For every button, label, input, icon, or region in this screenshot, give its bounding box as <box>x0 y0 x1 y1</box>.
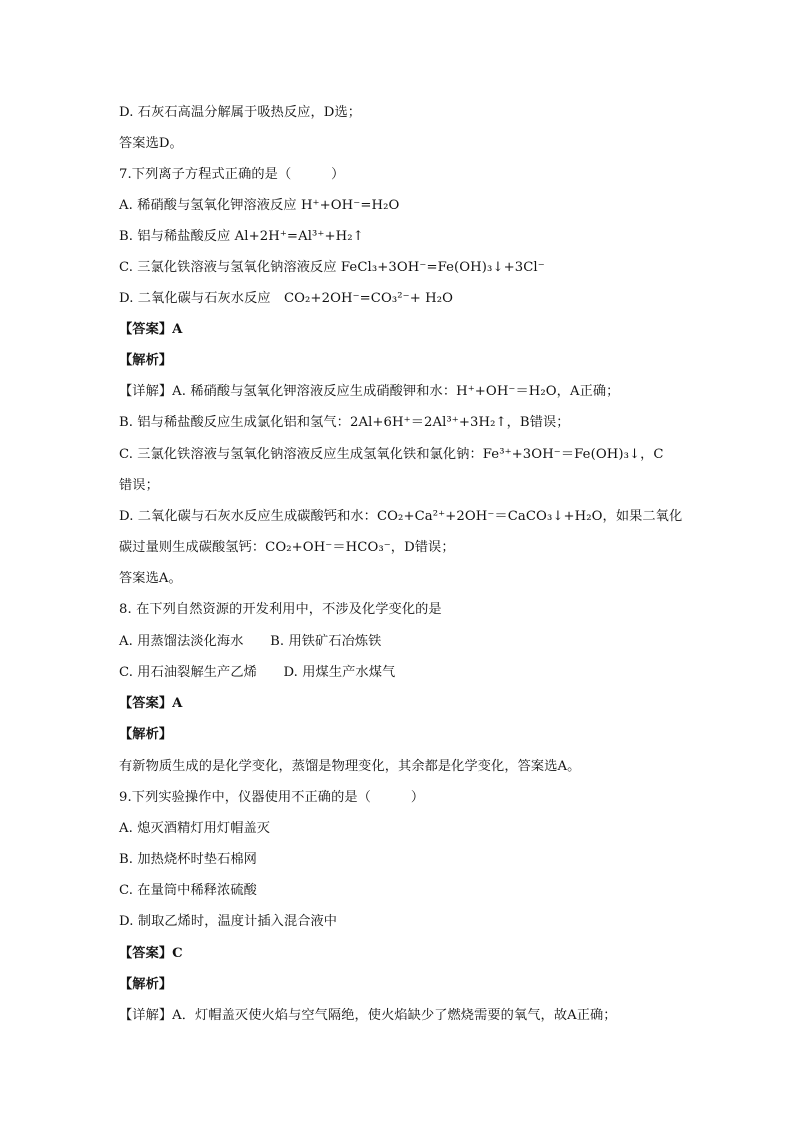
question-7-stem: 7.下列离子方程式正确的是（ ） <box>119 167 345 182</box>
question-7-detail: 错误； <box>119 478 159 493</box>
text-line: D. 石灰石高温分解属于吸热反应，D选； <box>119 105 362 120</box>
question-8-analysis: 有新物质生成的是化学变化，蒸馏是物理变化，其余都是化学变化，答案选A。 <box>119 759 581 774</box>
question-7-detail: B. 铝与稀盐酸反应生成氯化铝和氢气：2Al+6H⁺＝2Al³⁺+3H₂↑，B错误； <box>119 415 570 430</box>
question-8-answer: 【答案】A <box>119 696 183 711</box>
question-9-stem: 9.下列实验操作中，仪器使用不正确的是（ ） <box>119 790 425 805</box>
question-7-option-c: C. 三氯化铁溶液与氢氧化钠溶液反应 FeCl₃+3OH⁻=Fe(OH)₃↓+3Cl⁻ <box>119 260 545 275</box>
question-7-answer: 【答案】A <box>119 322 183 337</box>
question-7-detail: D. 二氧化碳与石灰水反应生成碳酸钙和水：CO₂+Ca²⁺+2OH⁻＝CaCO₃↓+H₂O，如果二氧化 <box>119 509 683 524</box>
question-8-options-ab: A. 用蒸馏法淡化海水 B. 用铁矿石冶炼铁 <box>119 634 382 649</box>
question-9-option-d: D. 制取乙烯时，温度计插入混合液中 <box>119 914 338 929</box>
question-7-detail: 【详解】A. 稀硝酸与氢氧化钾溶液反应生成硝酸钾和水：H⁺+OH⁻＝H₂O，A正确； <box>119 384 620 399</box>
question-7-option-d: D. 二氧化碳与石灰水反应 CO₂+2OH⁻=CO₃²⁻+ H₂O <box>119 291 454 306</box>
question-8-stem: 8. 在下列自然资源的开发利用中，不涉及化学变化的是 <box>119 602 442 617</box>
question-7-conclusion: 答案选A。 <box>119 571 182 586</box>
question-7-option-b: B. 铝与稀盐酸反应 Al+2H⁺=Al³⁺+H₂↑ <box>119 229 364 244</box>
question-7-detail: C. 三氯化铁溶液与氢氧化钠溶液反应生成氢氧化铁和氯化钠：Fe³⁺+3OH⁻＝Fe(OH)₃↓，C <box>119 447 664 462</box>
question-9-option-a: A. 熄灭酒精灯用灯帽盖灭 <box>119 821 271 836</box>
question-8-analysis-heading: 【解析】 <box>119 727 173 742</box>
question-9-analysis-heading: 【解析】 <box>119 977 173 992</box>
question-7-detail: 碳过量则生成碳酸氢钙：CO₂+OH⁻＝HCO₃⁻，D错误； <box>119 540 455 555</box>
question-7-analysis-heading: 【解析】 <box>119 353 173 368</box>
question-7-option-a: A. 稀硝酸与氢氧化钾溶液反应 H⁺+OH⁻=H₂O <box>119 198 400 213</box>
question-9-detail: 【详解】A．灯帽盖灭使火焰与空气隔绝，使火焰缺少了燃烧需要的氧气，故A正确； <box>119 1008 617 1023</box>
question-9-option-b: B. 加热烧杯时垫石棉网 <box>119 852 257 867</box>
question-8-options-cd: C. 用石油裂解生产乙烯 D. 用煤生产水煤气 <box>119 665 396 680</box>
question-9-option-c: C. 在量筒中稀释浓硫酸 <box>119 883 257 898</box>
question-9-answer: 【答案】C <box>119 946 183 961</box>
text-line: 答案选D。 <box>119 136 183 151</box>
